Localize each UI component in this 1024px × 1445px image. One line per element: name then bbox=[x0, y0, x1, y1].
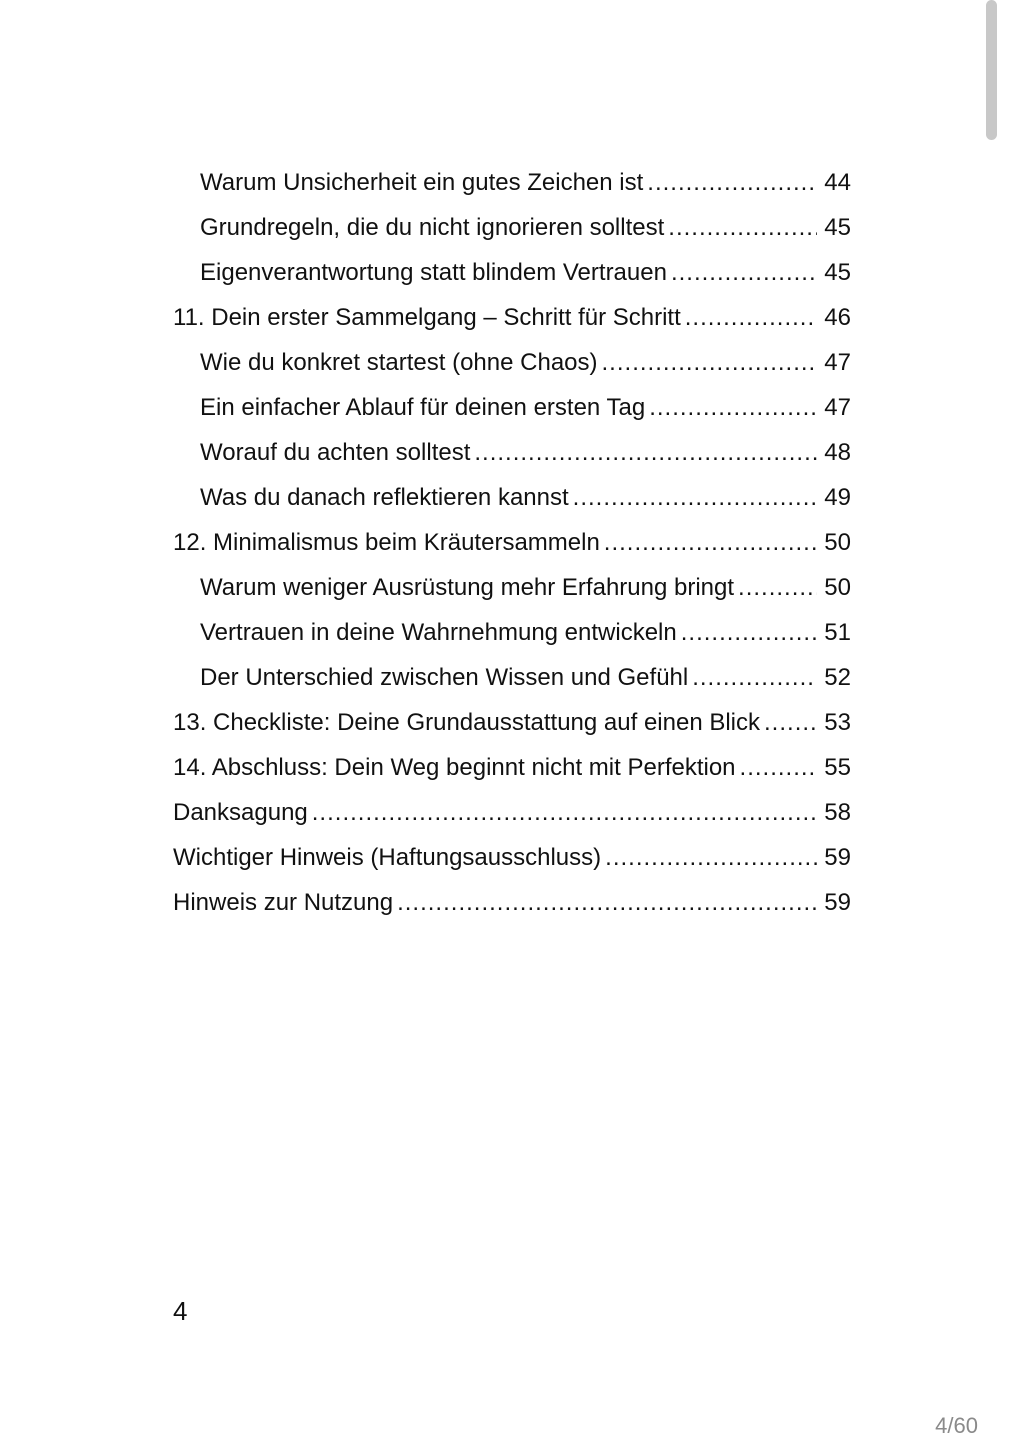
toc-leader-dots bbox=[649, 396, 817, 420]
toc-entry-page: 45 bbox=[824, 214, 851, 241]
toc-chapter[interactable] bbox=[173, 880, 851, 925]
toc-leader-dots bbox=[740, 756, 817, 780]
toc-leader-dots bbox=[647, 171, 817, 195]
toc-entry-page: 51 bbox=[824, 619, 851, 646]
toc-entry[interactable] bbox=[173, 655, 851, 700]
toc-leader-dots bbox=[681, 621, 817, 645]
toc-chapter[interactable] bbox=[173, 700, 851, 745]
toc-entry-title: Vertrauen in deine Wahrnehmung entwickeln bbox=[200, 619, 677, 646]
toc-leader-dots bbox=[312, 801, 817, 825]
page-number: 4 bbox=[173, 1296, 188, 1326]
toc-entry[interactable] bbox=[173, 160, 851, 205]
toc-chapter-title: 11. Dein erster Sammelgang – Schritt für Schritt bbox=[173, 304, 681, 331]
toc-entry-page: 52 bbox=[824, 664, 851, 691]
toc-leader-dots bbox=[605, 846, 817, 870]
toc-chapter-page: 46 bbox=[824, 304, 851, 331]
toc-leader-dots bbox=[604, 531, 817, 555]
toc-chapter-title: 14. Abschluss: Dein Weg beginnt nicht mit Perfektion bbox=[173, 754, 736, 781]
toc-leader-dots bbox=[602, 351, 817, 375]
toc-entry[interactable] bbox=[173, 250, 851, 295]
toc-leader-dots bbox=[738, 576, 817, 600]
toc-entry-title: Wie du konkret startest (ohne Chaos) bbox=[200, 349, 598, 376]
toc-entry-title: Ein einfacher Ablauf für deinen ersten Tag bbox=[200, 394, 646, 421]
toc-leader-dots bbox=[397, 891, 817, 915]
reader-page-indicator: 4/60 bbox=[935, 1413, 978, 1438]
toc-leader-dots bbox=[668, 216, 817, 240]
toc-entry[interactable] bbox=[173, 385, 851, 430]
toc-chapter-page: 53 bbox=[824, 709, 851, 736]
toc-chapter-page: 59 bbox=[824, 844, 851, 871]
toc-entry-title: Warum Unsicherheit ein gutes Zeichen ist bbox=[200, 169, 644, 196]
toc-chapter-page: 58 bbox=[824, 799, 851, 826]
toc-chapter[interactable] bbox=[173, 520, 851, 565]
toc-entry[interactable] bbox=[173, 475, 851, 520]
toc-leader-dots bbox=[764, 711, 817, 735]
toc-chapter-title: 13. Checkliste: Deine Grundausstattung auf einen Blick bbox=[173, 709, 761, 736]
toc-entry[interactable] bbox=[173, 340, 851, 385]
toc-chapter-page: 55 bbox=[824, 754, 851, 781]
toc-chapter-title: Wichtiger Hinweis (Haftungsausschluss) bbox=[173, 844, 602, 871]
toc-entry-page: 44 bbox=[824, 169, 851, 196]
toc-entry-page: 47 bbox=[824, 349, 851, 376]
scrollbar[interactable] bbox=[986, 0, 997, 140]
toc-entry[interactable] bbox=[173, 205, 851, 250]
toc-entry[interactable] bbox=[173, 565, 851, 610]
toc-chapter[interactable] bbox=[173, 835, 851, 880]
toc-chapter[interactable] bbox=[173, 790, 851, 835]
toc-chapter-page: 59 bbox=[824, 889, 851, 916]
toc-entry-page: 48 bbox=[824, 439, 851, 466]
toc-entry-page: 49 bbox=[824, 484, 851, 511]
toc-leader-dots bbox=[573, 486, 817, 510]
toc-chapter-title: 12. Minimalismus beim Kräutersammeln bbox=[173, 529, 600, 556]
toc-chapter-title: Danksagung bbox=[173, 799, 308, 826]
toc-entry-title: Worauf du achten solltest bbox=[200, 439, 471, 466]
toc-entry-page: 47 bbox=[824, 394, 851, 421]
toc-leader-dots bbox=[671, 261, 817, 285]
toc-leader-dots bbox=[474, 441, 817, 465]
toc-entry-title: Eigenverantwortung statt blindem Vertrauen bbox=[200, 259, 667, 286]
toc-chapter[interactable] bbox=[173, 295, 851, 340]
toc-entry-page: 50 bbox=[824, 574, 851, 601]
toc-entry[interactable] bbox=[173, 430, 851, 475]
toc-chapter-page: 50 bbox=[824, 529, 851, 556]
toc-entry-title: Warum weniger Ausrüstung mehr Erfahrung bringt bbox=[200, 574, 735, 601]
toc-entry[interactable] bbox=[173, 610, 851, 655]
toc-chapter[interactable] bbox=[173, 745, 851, 790]
toc-chapter-title: Hinweis zur Nutzung bbox=[173, 889, 394, 916]
toc-entry-title: Der Unterschied zwischen Wissen und Gefühl bbox=[200, 664, 689, 691]
toc-leader-dots bbox=[685, 306, 817, 330]
toc-entry-page: 45 bbox=[824, 259, 851, 286]
toc-entry-title: Grundregeln, die du nicht ignorieren solltest bbox=[200, 214, 665, 241]
table-of-contents bbox=[173, 160, 851, 925]
toc-entry-title: Was du danach reflektieren kannst bbox=[200, 484, 569, 511]
toc-leader-dots bbox=[692, 666, 817, 690]
